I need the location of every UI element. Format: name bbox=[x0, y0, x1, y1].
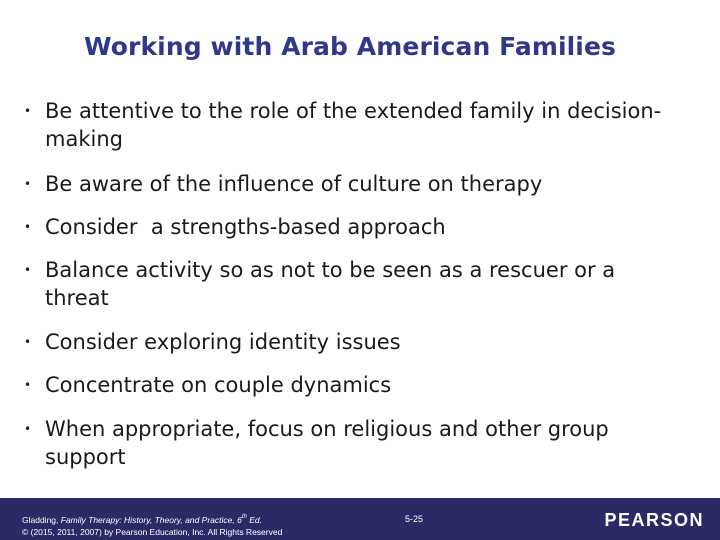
bullet-icon: • bbox=[24, 335, 32, 349]
bullet-icon: • bbox=[24, 104, 32, 118]
bullet-text: Be aware of the influence of culture on therapy bbox=[45, 172, 543, 196]
bullet-icon: • bbox=[24, 263, 32, 277]
bullet-text: Balance activity so as not to be seen as a rescuer or a threat bbox=[45, 258, 616, 310]
bullet-text: Consider exploring identity issues bbox=[45, 330, 401, 354]
bullet-text: Be attentive to the role of the extended family in decision-making bbox=[45, 99, 662, 151]
citation-author: Gladding, bbox=[22, 515, 61, 525]
bullet-text: When appropriate, focus on religious and other group support bbox=[45, 417, 609, 469]
bullet-icon: • bbox=[24, 220, 32, 234]
slide-title: Working with Arab American Families bbox=[83, 32, 617, 61]
bullet-text: Concentrate on couple dynamics bbox=[45, 373, 392, 397]
page-number: 5-25 bbox=[404, 514, 423, 524]
bullet-icon: • bbox=[24, 177, 32, 191]
bullet-text: Consider a strengths-based approach bbox=[45, 215, 446, 239]
citation-line bbox=[22, 514, 282, 526]
citation-edition: Ed. bbox=[246, 515, 262, 525]
citation-book-title: Family Therapy: History, Theory, and Practice, 6 bbox=[60, 515, 242, 525]
footer-citation bbox=[22, 514, 282, 538]
bullet-icon: • bbox=[24, 422, 32, 436]
bullet-icon: • bbox=[24, 378, 32, 392]
citation-edition-sup: th bbox=[241, 514, 247, 520]
citation-copyright: © (2015, 2011, 2007) by Pearson Education, Inc. All Rights Reserved bbox=[22, 527, 283, 537]
pearson-logo: PEARSON bbox=[604, 510, 704, 530]
